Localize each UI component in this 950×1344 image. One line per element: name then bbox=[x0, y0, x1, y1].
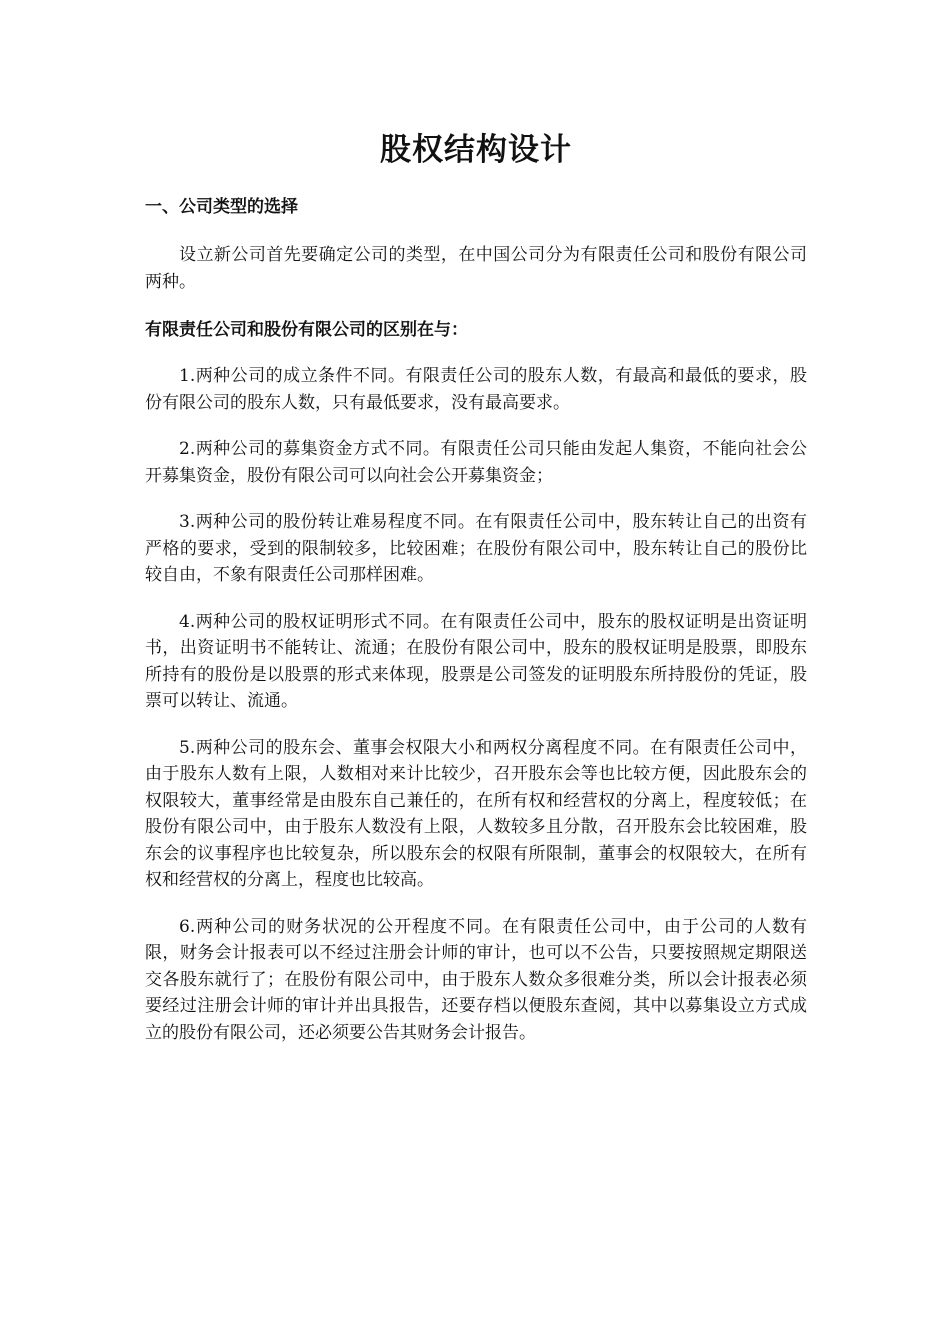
difference-item: 1.两种公司的成立条件不同。有限责任公司的股东人数，有最高和最低的要求，股份有限公司的股东人数，只有最低要求，没有最高要求。 bbox=[145, 366, 807, 413]
difference-item: 2.两种公司的募集资金方式不同。有限责任公司只能由发起人集资，不能向社会公开募集资金，股份有限公司可以向社会公开募集资金； bbox=[145, 439, 807, 486]
differences-list bbox=[145, 363, 807, 1046]
difference-item: 6.两种公司的财务状况的公开程度不同。在有限责任公司中，由于公司的人数有限，财务会计报表可以不经过注册会计师的审计，也可以不公告，只要按照规定期限送交各股东就行了；在股份有限公司中，由于股东人数众多很难分类，所以会计报表必须要经过注册会计师的审计并出具报告，还要存档以便股东查阅，其中以募集设立方式成立的股份有限公司，还必须要公告其财务会计报告。 bbox=[145, 916, 807, 1043]
section-heading: 一、公司类型的选择 bbox=[145, 197, 298, 217]
difference-item: 5.两种公司的股东会、董事会权限大小和两权分离程度不同。在有限责任公司中，由于股东人数有上限，人数相对来计比较少，召开股东会等也比较方便，因此股东会的权限较大，董事经常是由股东自己兼任的，在所有权和经营权的分离上，程度较低；在股份有限公司中，由于股东人数没有上限，人数较多且分散，召开股东会比较困难，股东会的议事程序也比较复杂，所以股东会的权限有所限制，董事会的权限较大，在所有权和经营权的分离上，程度也比较高。 bbox=[145, 737, 807, 890]
difference-item: 3.两种公司的股份转让难易程度不同。在有限责任公司中，股东转让自己的出资有严格的要求，受到的限制较多，比较困难；在股份有限公司中，股东转让自己的股份比较自由，不象有限责任公司那样困难。 bbox=[145, 512, 807, 585]
document-title: 股权结构设计 bbox=[380, 132, 572, 168]
difference-item: 4.两种公司的股权证明形式不同。在有限责任公司中，股东的股权证明是出资证明书，出资证明书不能转让、流通；在股份有限公司中，股东的股权证明是股票，即股东所持有的股份是以股票的形式来体现，股票是公司签发的证明股东所持股份的凭证，股票可以转让、流通。 bbox=[145, 611, 807, 711]
document-body bbox=[145, 124, 807, 1046]
intro-paragraph: 设立新公司首先要确定公司的类型，在中国公司分为有限责任公司和股份有限公司两种。 bbox=[145, 245, 807, 292]
differences-heading: 有限责任公司和股份有限公司的区别在与： bbox=[145, 320, 468, 340]
